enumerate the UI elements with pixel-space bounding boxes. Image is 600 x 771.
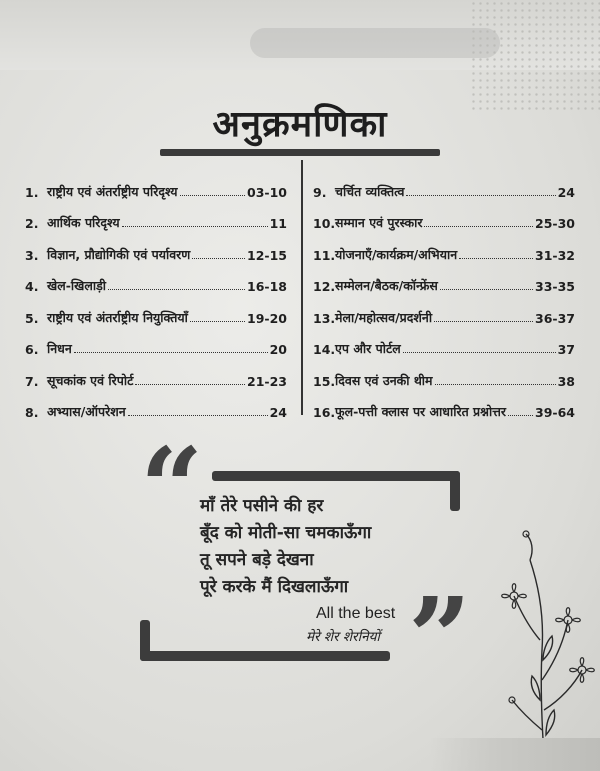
toc-item <box>313 294 575 326</box>
toc-item-page: 36-37 <box>535 310 575 326</box>
toc-leader <box>459 258 533 259</box>
toc-item-number: 9. <box>313 184 327 200</box>
toc-item-page: 16-18 <box>247 279 287 294</box>
toc-item-label: सूचकांक एवं रिपोर्ट <box>47 372 134 388</box>
toc-item-number: 16. <box>313 405 336 420</box>
toc-item-number: 8. <box>25 405 39 420</box>
toc-item-page: 24 <box>557 184 575 200</box>
toc-item-label: निधन <box>47 341 72 356</box>
toc-leader <box>108 289 245 290</box>
toc-item-page: 20 <box>269 342 287 357</box>
toc-item-page: 21-23 <box>247 373 287 389</box>
toc-right-column <box>313 168 575 420</box>
toc-leader <box>435 384 556 385</box>
toc-item <box>313 200 575 232</box>
toc-item <box>313 263 575 295</box>
toc-item-number: 11. <box>313 247 336 263</box>
toc-item <box>25 168 287 200</box>
toc-item-page: 25-30 <box>535 216 575 231</box>
toc-item-label: एप और पोर्टल <box>335 341 401 356</box>
quote-poem <box>200 493 371 601</box>
toc-item-number: 4. <box>25 279 39 294</box>
toc-item-label: सम्मेलन/बैठक/कॉन्फ्रेंस <box>335 278 438 293</box>
faded-banner <box>250 28 500 58</box>
toc-item-number: 15. <box>313 373 336 389</box>
quote-frame-top <box>212 471 460 481</box>
page-title: अनुक्रमणिका <box>212 104 388 145</box>
toc-item-number: 2. <box>25 216 39 231</box>
toc-item <box>313 231 575 263</box>
quote-line: पूरे करके मैं दिखलाऊँगा <box>200 577 349 597</box>
toc-item-page: 37 <box>557 342 575 357</box>
toc-leader <box>122 226 268 227</box>
toc-item <box>25 200 287 232</box>
toc-item-number: 6. <box>25 342 39 357</box>
toc-item-label: खेल-खिलाड़ी <box>47 278 106 293</box>
toc-item-label: योजनाएँ/कार्यक्रम/अभियान <box>335 246 458 262</box>
toc-item-label: अभ्यास/ऑपरेशन <box>47 404 126 419</box>
toc-leader <box>434 321 533 322</box>
toc-item <box>313 326 575 358</box>
toc-leader <box>440 289 533 290</box>
toc-leader <box>508 415 533 416</box>
toc-item-label: दिवस एवं उनकी थीम <box>335 372 433 388</box>
toc-leader <box>74 352 268 353</box>
toc-item-page: 11 <box>269 216 287 231</box>
toc-left-column <box>25 168 287 420</box>
toc-item-number: 10. <box>313 216 336 231</box>
flower-illustration <box>490 530 600 770</box>
title-underline <box>160 149 440 156</box>
toc-item <box>25 389 287 421</box>
toc-leader <box>403 352 556 353</box>
toc-item-page: 12-15 <box>247 247 287 263</box>
toc-item-page: 31-32 <box>535 247 575 263</box>
quote-closing-hindi: मेरे शेर शेरनियों <box>306 629 380 645</box>
toc-item-label: फूल-पत्ती क्लास पर आधारित प्रश्नोत्तर <box>335 404 506 419</box>
toc-item-label: आर्थिक परिदृश्य <box>47 215 120 230</box>
column-divider <box>301 160 303 415</box>
opening-quote-icon: “ <box>140 423 204 552</box>
quote-frame-bottom <box>140 651 390 661</box>
quote-closing-english: All the best <box>316 605 396 622</box>
toc-item <box>25 326 287 358</box>
toc-leader <box>424 226 533 227</box>
motivational-quote <box>140 423 472 702</box>
toc-item <box>313 168 575 200</box>
toc-leader <box>135 384 245 385</box>
toc-item-number: 13. <box>313 310 336 326</box>
bottom-edge-shadow <box>430 738 600 771</box>
toc-item-number: 5. <box>25 310 39 326</box>
toc-item <box>25 263 287 295</box>
toc-item-label: मेला/महोत्सव/प्रदर्शनी <box>335 309 433 325</box>
toc-item-number: 1. <box>25 184 39 200</box>
toc-item-number: 14. <box>313 342 336 357</box>
quote-line: बूँद को मोती-सा चमकाऊँगा <box>200 523 372 543</box>
toc-item-number: 7. <box>25 373 39 389</box>
toc-leader <box>180 195 245 196</box>
toc-item-number: 3. <box>25 247 39 263</box>
closing-quote-icon: ” <box>408 573 472 702</box>
toc-leader <box>128 415 268 416</box>
quote-line: तू सपने बड़े देखना <box>200 550 314 570</box>
toc-item-page: 38 <box>557 373 575 389</box>
toc-leader <box>190 321 245 322</box>
toc-item-label: विज्ञान, प्रौद्योगिकी एवं पर्यावरण <box>47 246 191 262</box>
quote-line: माँ तेरे पसीने की हर <box>200 496 324 516</box>
toc-item-page: 39-64 <box>535 405 575 420</box>
toc-item-label: सम्मान एवं पुरस्कार <box>335 215 423 230</box>
toc-item-label: चर्चित व्यक्तित्व <box>335 183 405 199</box>
toc-leader <box>406 195 555 196</box>
toc-item-page: 19-20 <box>247 310 287 326</box>
toc-leader <box>192 258 245 259</box>
toc-item <box>313 389 575 421</box>
toc-item-page: 03-10 <box>247 184 287 200</box>
toc-item-label: राष्ट्रीय एवं अंतर्राष्ट्रीय परिदृश्य <box>47 183 178 199</box>
toc-item <box>313 357 575 389</box>
quote-frame-top-corner <box>450 471 460 511</box>
toc-item-page: 24 <box>269 405 287 420</box>
toc-item <box>25 357 287 389</box>
toc-item-page: 33-35 <box>535 279 575 294</box>
toc-item-number: 12. <box>313 279 336 294</box>
toc-item-label: राष्ट्रीय एवं अंतर्राष्ट्रीय नियुक्तियाँ <box>47 309 188 325</box>
dot-pattern <box>470 0 600 110</box>
toc-item <box>25 231 287 263</box>
toc-item <box>25 294 287 326</box>
